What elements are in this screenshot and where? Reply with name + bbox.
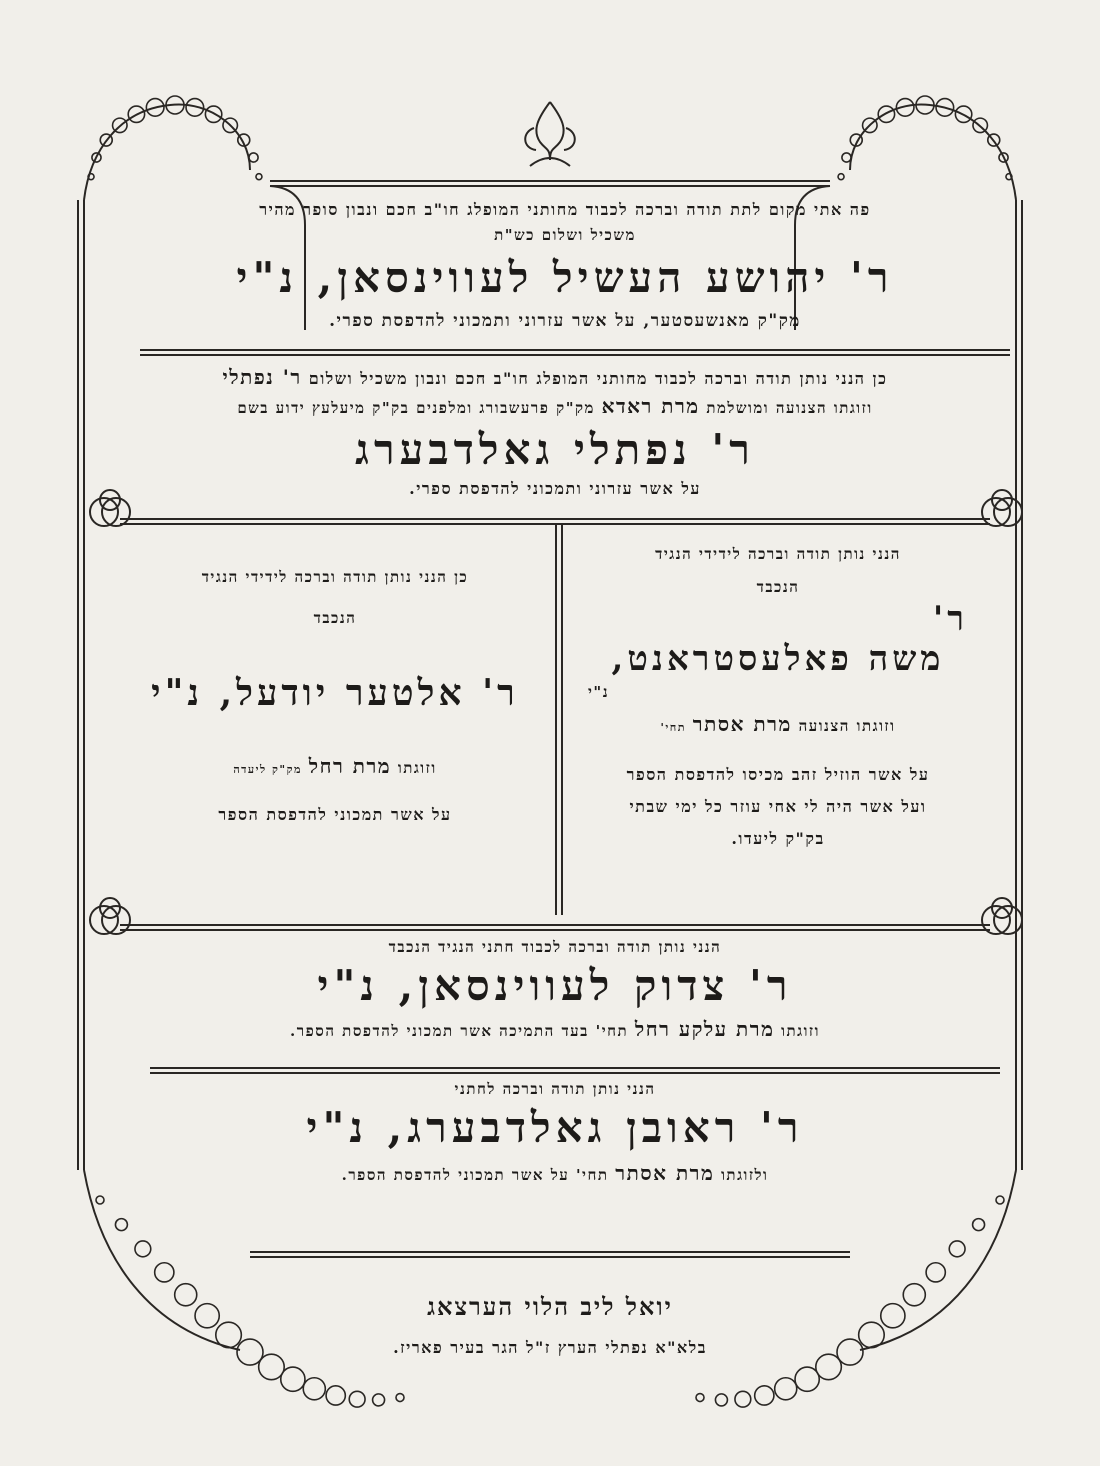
s2-line1-text: כן הנני נותן תודה וברכה לכבוד מחותני המופלג חו"ב חכם ונבון משכיל ושלום bbox=[308, 369, 888, 388]
bead-ornament bbox=[155, 1263, 174, 1282]
s5-name: ר' ראובן גאלדבערג, נ"י bbox=[306, 1103, 804, 1152]
bead-ornament bbox=[973, 1219, 985, 1231]
s2-line2 bbox=[120, 394, 990, 419]
signature-line: בלא"א נפתלי הערץ ז"ל הגר בעיר פאריז. bbox=[393, 1338, 707, 1357]
s2-line2-post: מק"ק פרעשבורג ומלפנים בק"ק מיעלעץ ידוע בשם bbox=[237, 399, 595, 417]
bead-ornament bbox=[903, 1284, 925, 1306]
bead-ornament bbox=[735, 1391, 751, 1407]
s2-name: ר' נפתלי גאלדבערג bbox=[355, 425, 755, 474]
s2-line1-emph: ר' נפתלי bbox=[222, 365, 302, 389]
s1-line2: משכיל ושלום כש"ת bbox=[494, 226, 636, 244]
section-4 bbox=[120, 938, 990, 1042]
s3r-line1: הנני נותן תודה וברכה לידידי הנגיד bbox=[655, 545, 901, 563]
bead-ornament bbox=[755, 1386, 774, 1405]
s3l-name: ר' אלטער יודעל, נ"י bbox=[151, 672, 519, 714]
bead-ornament bbox=[115, 1219, 127, 1231]
s3l-line2: הנכבד bbox=[313, 609, 357, 627]
s3r-suffix: נ"י bbox=[588, 683, 610, 701]
s4-line2-emph: מרת עלקע רחל bbox=[634, 1017, 775, 1041]
bead-ornament bbox=[96, 1196, 104, 1204]
s5-line2-emph: מרת אסתר bbox=[615, 1161, 715, 1185]
s3r-wife-emph: מרת אסתר bbox=[692, 712, 792, 736]
section-1 bbox=[150, 200, 980, 331]
s2-line2-pre: וזוגתו הצנועה ומושלמת bbox=[706, 399, 873, 417]
bead-ornament bbox=[281, 1367, 305, 1391]
s3r-wife-pre: וזוגתו הצנועה bbox=[798, 717, 896, 735]
s5-line2-post: תחי' על אשר תמכוני להדפסת הספר. bbox=[341, 1166, 609, 1184]
signature-name: יואל ליב הלוי הערצאג bbox=[427, 1292, 673, 1321]
s3r-line2: הנכבד bbox=[756, 578, 800, 596]
s3l-wife-emph: מרת רחל bbox=[308, 754, 392, 778]
bead-ornament bbox=[175, 1284, 197, 1306]
s3r-title: ר' bbox=[932, 599, 968, 639]
s4-name: ר' צדוק לעווינסאן, נ"י bbox=[317, 961, 793, 1010]
s3r-wife bbox=[568, 712, 988, 737]
bead-ornament bbox=[249, 153, 258, 162]
s3l-line4: על אשר תמכוני להדפסת הספר bbox=[218, 805, 452, 824]
s1-name: ר' יהושע העשיל לעווינסאן, נ"י bbox=[236, 253, 894, 302]
bead-ornament bbox=[216, 1322, 242, 1348]
s3r-wife-post: תחי' bbox=[660, 721, 687, 734]
s3r-line5: ועל אשר היה לי אחי עוזר כל ימי שבתי bbox=[629, 797, 927, 816]
bead-ornament bbox=[926, 1263, 945, 1282]
s5-line2 bbox=[120, 1161, 990, 1186]
section-5 bbox=[120, 1080, 990, 1186]
s5-line2-pre: ולזוגתו bbox=[721, 1166, 769, 1184]
bead-ornament bbox=[195, 1304, 219, 1328]
s2-line1 bbox=[120, 365, 990, 390]
s3l-wife-pre: וזוגתו bbox=[397, 759, 437, 777]
s3l-wife bbox=[120, 754, 550, 779]
bead-ornament bbox=[696, 1394, 704, 1402]
s4-line2-post: תחי' בעד התמיכה אשר תמכוני להדפסת הספר. bbox=[290, 1022, 629, 1040]
s5-line1: הנני נותן תודה וברכה לחתני bbox=[454, 1080, 656, 1098]
bead-ornament bbox=[838, 174, 844, 180]
s4-line2 bbox=[120, 1017, 990, 1042]
section-3-left bbox=[120, 568, 550, 825]
signature bbox=[250, 1292, 850, 1358]
s1-line1: פה אתי מקום לתת תודה וברכה לכבוד מחותני המופלג חו"ב חכם ונבון סופר מהיר bbox=[259, 200, 871, 219]
bead-ornament bbox=[996, 1196, 1004, 1204]
bead-ornament bbox=[326, 1386, 345, 1405]
bead-ornament bbox=[373, 1394, 385, 1406]
bead-ornament bbox=[256, 174, 262, 180]
bead-ornament bbox=[303, 1378, 325, 1400]
s3l-wife-post: מק"ק ליעדה bbox=[233, 763, 303, 776]
s1-line3: מק"ק מאנשעסטער, על אשר עזרוני ותמכוני להדפסת ספרי. bbox=[329, 311, 801, 331]
bead-ornament bbox=[859, 1322, 885, 1348]
bead-ornament bbox=[715, 1394, 727, 1406]
s3r-name: משה פאלעסטראנט, bbox=[611, 639, 945, 679]
s4-line2-pre: וזוגתו bbox=[781, 1022, 820, 1040]
s3r-line6: בק"ק ליעדו. bbox=[731, 829, 825, 848]
bead-ornament bbox=[949, 1241, 965, 1257]
section-2 bbox=[120, 365, 990, 499]
s3r-line4: על אשר הוזיל זהב מכיסו להדפסת הספר bbox=[626, 765, 930, 784]
section-3-right bbox=[568, 545, 988, 849]
bead-ornament bbox=[842, 153, 851, 162]
s2-line2-emph: מרת ראדא bbox=[601, 394, 700, 418]
bead-ornament bbox=[135, 1241, 151, 1257]
s4-line1: הנני נותן תודה וברכה לכבוד חתני הנגיד הנכבד bbox=[388, 938, 722, 956]
bead-ornament bbox=[881, 1304, 905, 1328]
s2-line3: על אשר עזרוני ותמכוני להדפסת ספרי. bbox=[409, 479, 701, 498]
bead-ornament bbox=[349, 1391, 365, 1407]
bead-ornament bbox=[795, 1367, 819, 1391]
bead-ornament bbox=[396, 1394, 404, 1402]
s3l-line1: כן הנני נותן תודה וברכה לידידי הנגיד bbox=[201, 568, 469, 586]
bead-ornament bbox=[775, 1378, 797, 1400]
